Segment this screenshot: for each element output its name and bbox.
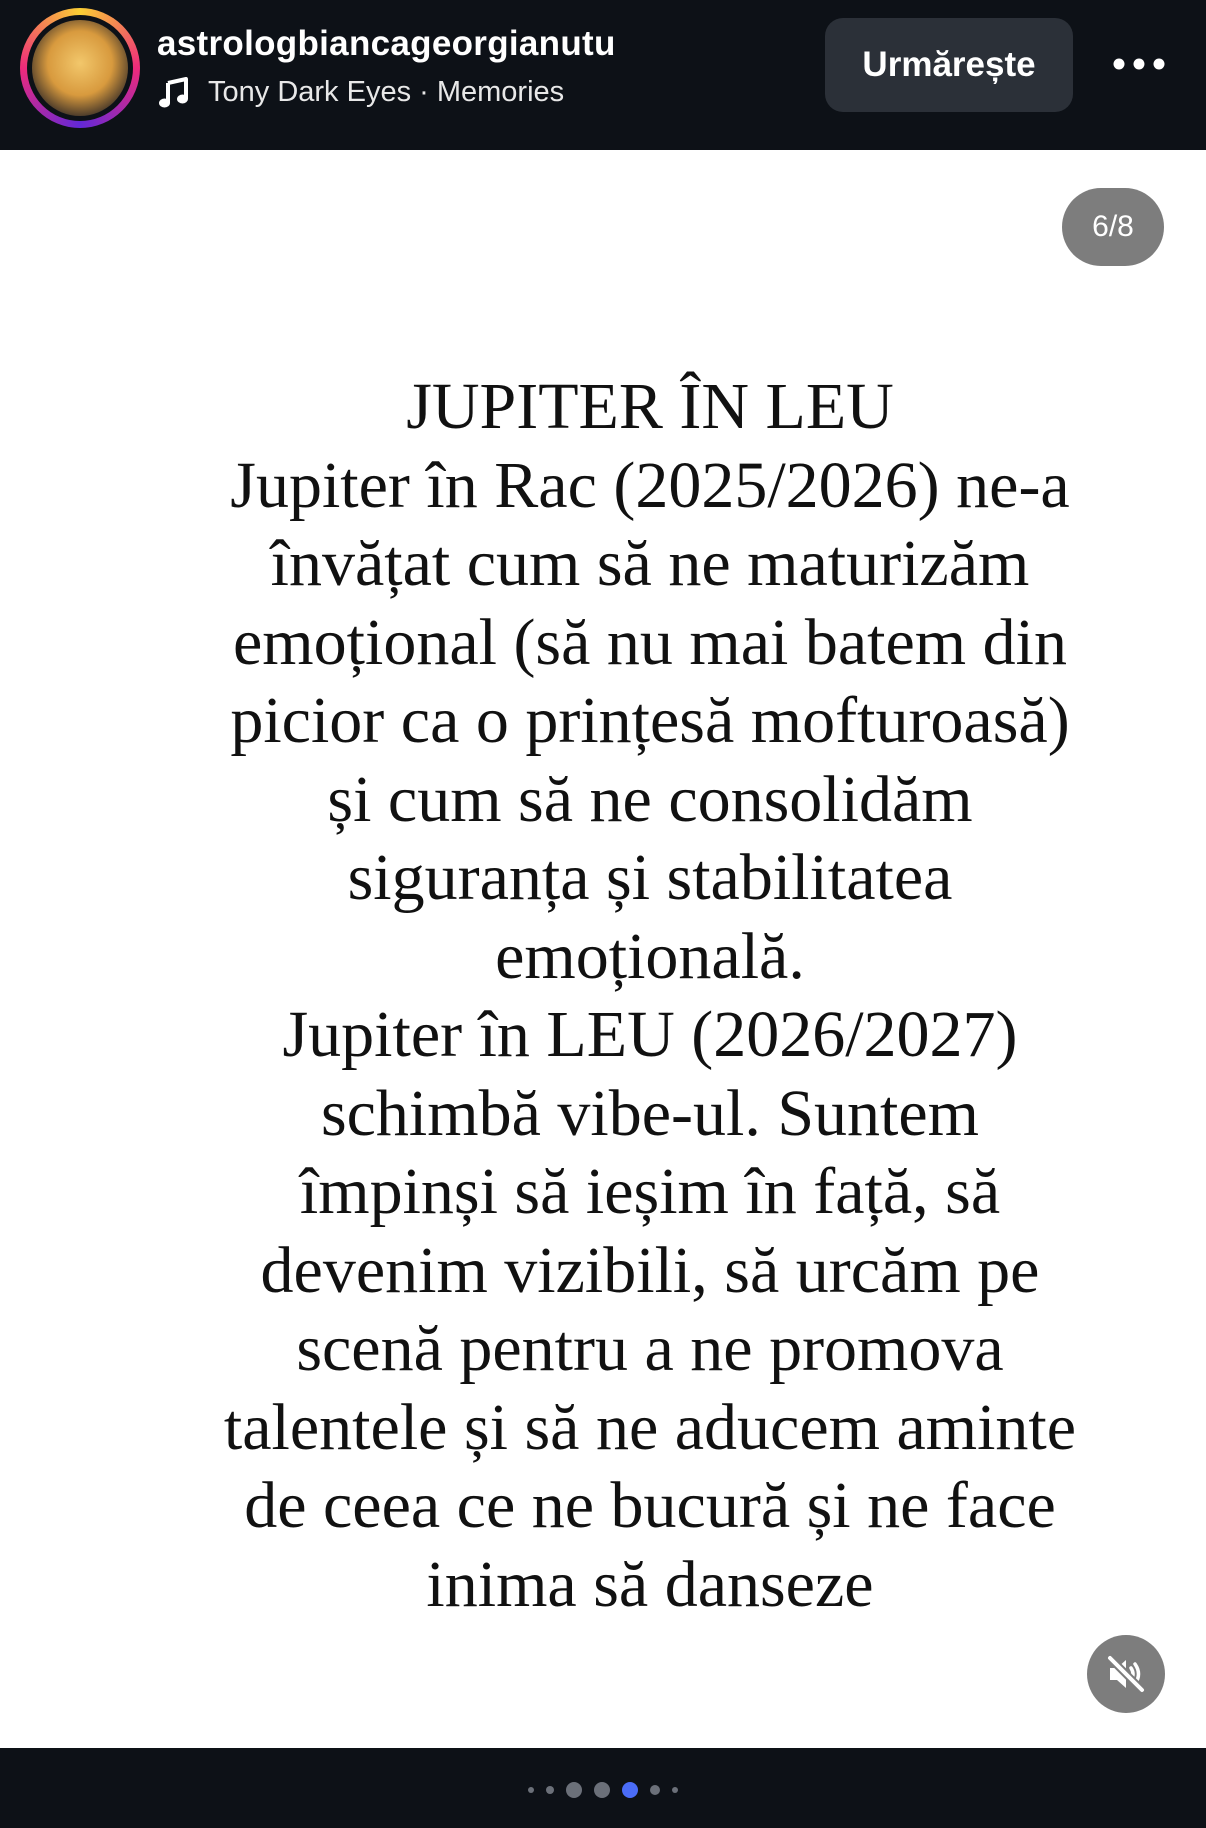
pagination-dot	[566, 1782, 582, 1798]
story-text-line: scenă pentru a ne promova	[296, 1312, 1004, 1385]
avatar[interactable]	[27, 15, 133, 121]
story-content[interactable]	[0, 150, 1206, 1748]
music-note-icon	[158, 77, 190, 109]
muted-speaker-icon	[1104, 1652, 1148, 1696]
story-text-line: devenim vizibili, să urcăm pe	[260, 1233, 1040, 1307]
story-text-line: împinși să ieșim în față, să	[299, 1155, 1001, 1228]
story-text-line: Jupiter în Rac (2025/2026) ne-a	[230, 448, 1070, 522]
pagination-dot-active	[622, 1782, 638, 1798]
story-text-line: talentele și să ne aducem aminte	[223, 1390, 1077, 1464]
story-text-line: emoțională.	[495, 919, 805, 993]
story-text-line: JUPITER ÎN LEU	[406, 370, 894, 443]
pagination-dot	[546, 1786, 554, 1794]
story-text-line: siguranța și stabilitatea	[347, 841, 953, 914]
more-options-icon[interactable]	[1112, 52, 1166, 76]
story-text-line: și cum să ne consolidăm	[327, 762, 973, 836]
pagination-dot	[672, 1787, 678, 1793]
story-text-line: de ceea ce ne bucură și ne face	[244, 1469, 1056, 1542]
story-text-line: picior ca o prințesă mofturoasă)	[230, 684, 1070, 757]
story-header	[0, 0, 1206, 150]
carousel-pagination-bar	[0, 1748, 1206, 1828]
story-text-line: inima să danseze	[426, 1547, 874, 1621]
story-text-line: Jupiter în LEU (2026/2027)	[282, 998, 1018, 1071]
avatar-image	[32, 20, 128, 116]
avatar-story-ring[interactable]	[20, 8, 140, 128]
follow-button[interactable]: Urmărește	[825, 18, 1073, 112]
song-info[interactable]: Tony Dark Eyes · Memories	[208, 76, 565, 108]
pagination-dot	[594, 1782, 610, 1798]
story-text-line: schimbă vibe-ul. Suntem	[320, 1076, 980, 1150]
username[interactable]: astrologbiancageorgianutu	[157, 24, 616, 63]
mute-button[interactable]	[1087, 1635, 1165, 1713]
carousel-dots	[0, 1748, 1206, 1828]
slide-counter-badge: 6/8	[1062, 188, 1164, 266]
story-text-line: emoțional (să nu mai batem din	[233, 605, 1067, 679]
pagination-dot	[528, 1787, 534, 1793]
story-text-line: învățat cum să ne maturizăm	[270, 527, 1030, 600]
story-text	[160, 368, 1140, 1624]
pagination-dot	[650, 1785, 660, 1795]
